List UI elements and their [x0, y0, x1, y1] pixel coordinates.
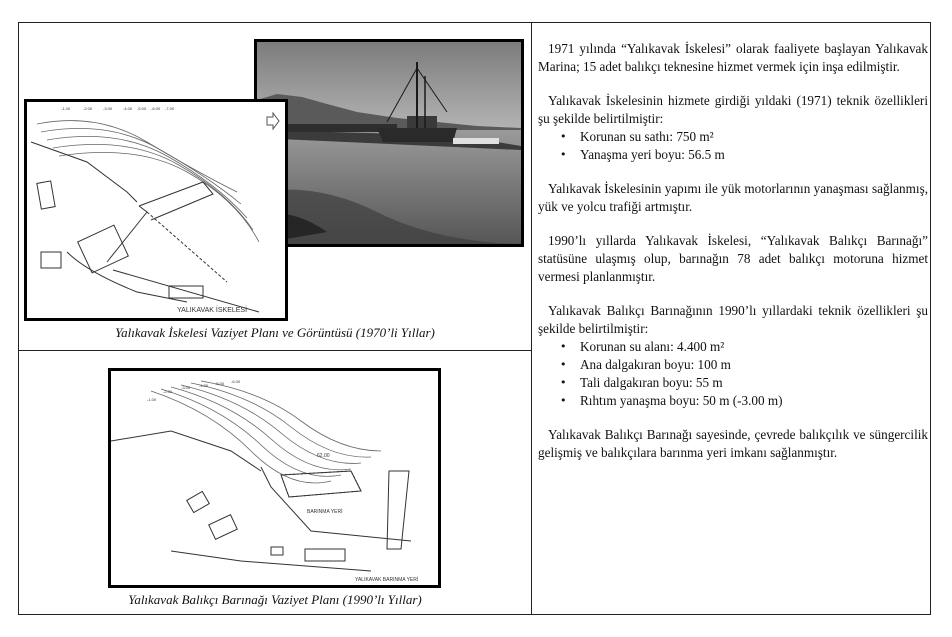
- row-divider: [18, 350, 532, 351]
- plan2-depth: -3.00: [181, 385, 191, 390]
- plan2-dimension: 62.00: [317, 453, 330, 459]
- plan2-depth: -2.00: [163, 389, 173, 394]
- arrow-right-icon: [266, 112, 280, 130]
- list-item: • Ana dalgakıran boyu: 100 m: [580, 356, 928, 374]
- paragraph-1990s-specs-intro: Yalıkavak Balıkçı Barınağının 1990’lı yıllardaki teknik özellikleri şu şekilde belirtilmiştir:: [538, 303, 928, 336]
- description-column: [538, 40, 928, 478]
- paragraph-traffic: Yalıkavak İskelesinin yapımı ile yük motorlarının yanaşması sağlanmış, yük ve yolcu trafiği artmıştır.: [538, 181, 928, 214]
- caption-shelter-plan: Yalıkavak Balıkçı Barınağı Vaziyet Planı (1990’lı Yıllar): [128, 592, 422, 607]
- plan2-depth: -1.00: [147, 397, 157, 402]
- plan1-depth: -5.00: [137, 106, 147, 111]
- plan2-depth: -6.00: [231, 379, 241, 384]
- list-item: • Korunan su alanı: 4.400 m²: [580, 338, 928, 356]
- pier-site-plan-1970s: [24, 99, 288, 321]
- list-item: • Rıhtım yanaşma boyu: 50 m (-3.00 m): [580, 392, 928, 410]
- plan2-depth: -4.00: [199, 383, 209, 388]
- plan1-depth: -6.00: [151, 106, 161, 111]
- list-1990s-specs: [538, 338, 928, 410]
- plan2-depth: -5.00: [215, 381, 225, 386]
- plan2-title: YALIKAVAK BARINMA YERİ: [355, 577, 419, 583]
- plan1-depth: -2.00: [83, 106, 93, 111]
- list-item: • Yanaşma yeri boyu: 56.5 m: [580, 146, 928, 164]
- plan1-depth: -4.00: [123, 106, 133, 111]
- caption-pier-plan: Yalıkavak İskelesi Vaziyet Planı ve Görüntüsü (1970’li Yıllar): [115, 325, 435, 340]
- paragraph-conclusion: Yalıkavak Balıkçı Barınağı sayesinde, çevrede balıkçılık ve süngercilik gelişmiş ve balıkçılara barınma yeri imkanı sağlanmıştır.: [538, 427, 928, 460]
- column-divider: [531, 22, 532, 615]
- paragraph-history: 1971 yılında “Yalıkavak İskelesi” olarak faaliyete başlayan Yalıkavak Marina; 15 adet balıkçı teknesine hizmet vermek için inşa edilmiştir.: [538, 41, 928, 74]
- plan1-title: YALIKAVAK İSKELESİ: [177, 307, 248, 314]
- list-item: • Tali dalgakıran boyu: 55 m: [580, 374, 928, 392]
- plan1-depth: -3.00: [103, 106, 113, 111]
- paragraph-1971-specs-intro: Yalıkavak İskelesinin hizmete girdiği yıldaki (1971) teknik özellikleri şu şekilde belirtilmiştir:: [538, 93, 928, 126]
- plan1-depth: -7.00: [165, 106, 175, 111]
- shelter-site-plan-1990s: [108, 368, 441, 588]
- pier-photo: [254, 39, 524, 247]
- list-item: • Korunan su sathı: 750 m²: [580, 128, 928, 146]
- list-1971-specs: [538, 128, 928, 164]
- plan2-basin-label: BARINMA YERİ: [307, 509, 343, 515]
- plan1-depth: -1.00: [61, 106, 71, 111]
- paragraph-1990s-status: 1990’lı yıllarda Yalıkavak İskelesi, “Yalıkavak Balıkçı Barınağı” statüsüne ulaşmış olup, barınağın 78 adet balıkçı motoruna hizmet vermesi planlanmıştır.: [538, 233, 928, 284]
